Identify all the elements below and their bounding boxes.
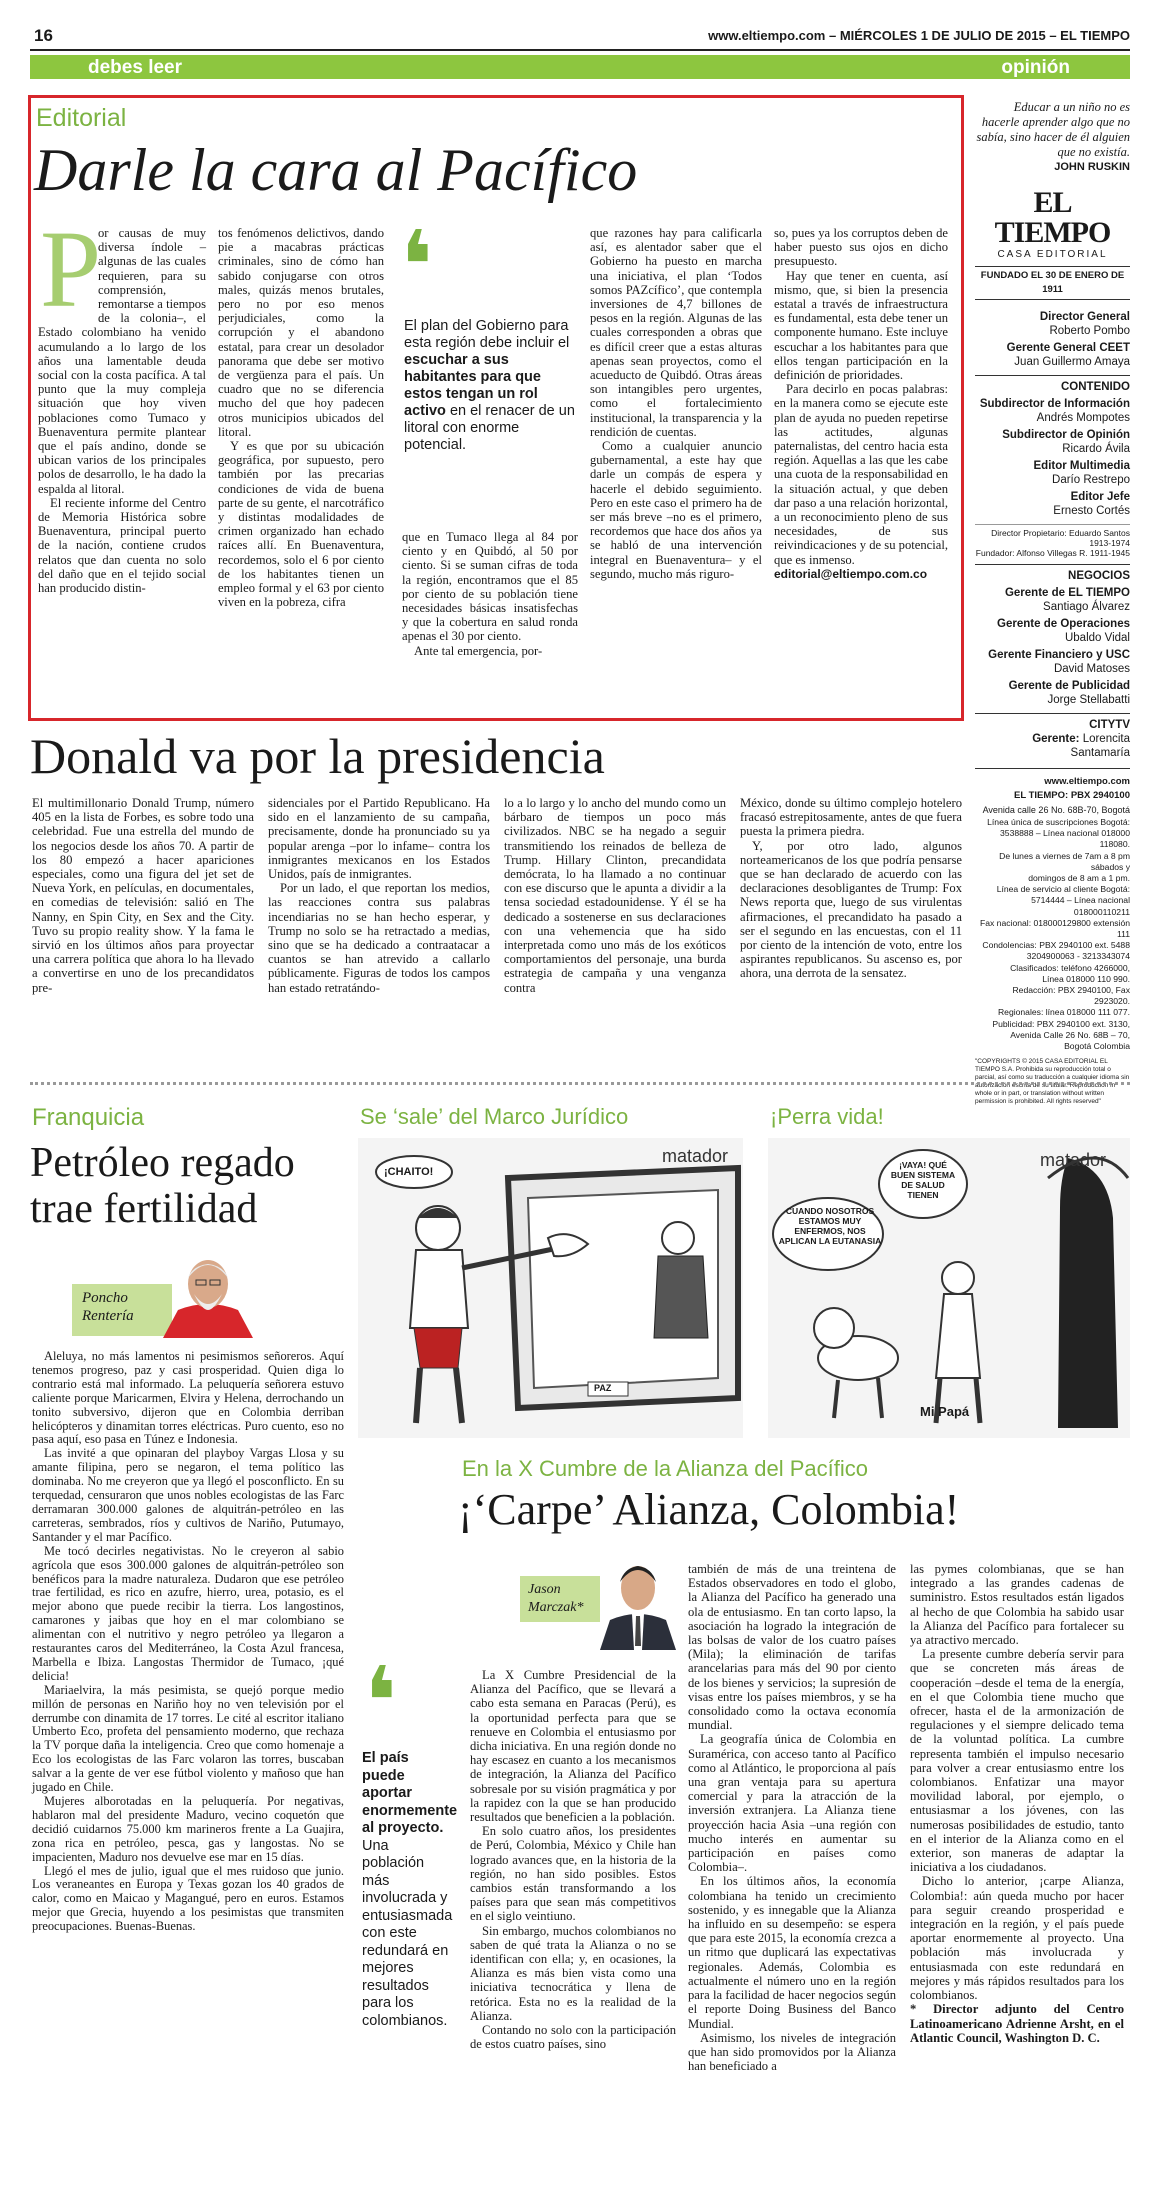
contact-line: Condolencias: PBX 2940100 ext. 5488	[982, 940, 1130, 951]
alianza-pullquote: El país puede aportar enormemente al proyecto. Una población más involucrada y entusiasmada con este redundará en mejores resultados para los colombianos.	[362, 1750, 458, 2029]
section-bar	[30, 55, 1130, 79]
cartoon1-signature: matador	[662, 1146, 729, 1166]
contact-address: Avenida calle 26 No. 68B-70, Bogotá	[982, 805, 1130, 815]
cartoon2-bubble-woman: CUANDO NOSOTROS ESTAMOS MUY ENFERMOS, NOS APLICAN LA EUTANASIA	[778, 1206, 882, 1246]
contact-line: Redacción: PBX 2940100, Fax 2923020.	[1012, 985, 1130, 1007]
contenido-role: Editor Jefe	[1070, 491, 1130, 503]
alianza-title: ¡‘Carpe’ Alianza, Colombia!	[458, 1485, 960, 1534]
contact-pbx: EL TIEMPO: PBX 2940100	[1014, 790, 1130, 801]
citytv-line: Gerente: Lorencita Santamaría	[1032, 733, 1130, 759]
contenido-title: CONTENIDO	[975, 375, 1130, 394]
alianza-author-photo	[596, 1550, 680, 1650]
masthead-logo-sub: CASA EDITORIAL	[997, 249, 1108, 260]
contenido-name: Andrés Mompotes	[1036, 412, 1130, 424]
alianza-col-2: también de más de una treintena de Estados observadores en todo el globo, la Alianza del Pacífico ha generado una ola de entusiasmo. En tan corto lapso, la asociación ha logrado la integración de las bolsas de valor de los cuatro países (Mila); la eliminación de tarifas arancelarias para más del 90 por ciento de los bienes y servicios; la supresión de visas entre los países miembros, y se ha consolidado como la octava economía mundial. La geografía única de Colombia en Suramérica, con acceso tanto al Pacífico como al Atlántico, le proporciona al país una gran ventaja para su apertura comercial y para la atracción de la inversión extranjera. La Alianza tiene proyección hacia Asia –una región con mucho interés en aumentar su participación en países como Colombia–. En los últimos años, la economía colombiana ha tenido un crecimiento sostenido, y es innegable que la Alianza ha influido en su desempeño: se espera que para este 2015, la economía crezca a un ritmo que duplicará las expectativas regionales. Además, Colombia es actualmente el número uno en la región para la facilidad de hacer negocios según el reporte Doing Business del Banco Mundial. Asimismo, los niveles de integración que han sido promovidos por la Alianza han beneficiado a	[688, 1562, 896, 2074]
owners-line-1: Director Propietario: Eduardo Santos 1913-1974	[975, 524, 1130, 548]
cartoon2-bubble-man: ¡VAYA! QUÉ BUEN SISTEMA DE SALUD TIENEN	[890, 1160, 956, 1200]
franquicia-body: Aleluya, no más lamentos ni pesimismos señoreros. Aquí tenemos progreso, paz y casi prosperidad. Quien diga lo contrario está mal informado. La peluquería señorera estuvo caliente porque Maricarmen, Elvira y Helena, derrochando un tonito subversivo, dijeron que en Colombia derriban helicópteros y dinamitan torres eléctricas. Puro cuento, eso no pasa aquí, eso pasa en Túnez e Indonesia. Las invité a que opinaran del playboy Vargas Llosa y su amante filipina, pero se negaron, el tema político las dominaba. No me creyeron que ya llegó el posconflicto. En su terquedad, censuraron que unos nobles ecologistas de las Farc derramaran 300.000 galones de alquitrán-petróleo en las carreteras, sembrados, ríos y cultivos de Nariño, Putumayo, Santander y el mar Pacífico. Me tocó decirles negativistas. No le creyeron al sabio agrícola que esos 300.000 galones de alquitrán-petróleo son benéficos para la madre naturaleza. Dudaron que ese petróleo trae fertilidad, es rico en azufre, hierro, urea, potasio, es el mejor abono que puede recibir la tierra. Los langostinos, camarones y jaibas que hoy en el mar colombiano se alimentan con el nutritivo y negro petróleo ya llegaron a restaurantes caros del Mediterráneo, la Costa Azul francesa, Marbella e Ibiza. Langostas Thermidor de Tumaco, ¡qué delicia! Mariaelvira, la más pesimista, se quejó porque medio millón de personas en Nariño hoy no ven televisión por el derrumbe con dinamita de 17 torres. Le cité al escritor italiano Umberto Eco, profeta del pensamiento moderno, que rechaza la TV porque daña la inteligencia. Creo que como homenaje a Eco los ecologistas de las Farc volaron las torres, buscaban salvar a la gente de ver ese fútbol violento y mañoso que han jugado en Chile. Mujeres alborotadas en la peluquería. Por negativas, hablaron mal del presidente Maduro, vecino coquetón que decidió cuidarnos 75.000 km marineros frente a La Guajira, zona rica en petróleo, pesca, gas y langostas. No se impacienten, Maduro nos devuelve ese mar en 15 días. Llegó el mes de julio, igual que el mes ruidoso que junio. Los veraneantes en Europa y Texas gozan los 40 grados de calor, como en Maicao y Magangué, pero en euros. Estamos mejor que Grecia, huyendo a los pesimistas que transmiten preocupaciones. Buenas-Buenas.	[32, 1349, 344, 1934]
cartoon1-kicker: Se ‘sale’ del Marco Jurídico	[360, 1104, 629, 1129]
donald-col-2: sidenciales por el Partido Republicano. Ha sido en el lanzamiento de su campaña, precisamente, donde ha pronunciado su ya popular arenga –por lo infame– contra los inmigrantes mexicanos en los Estados Unidos, país de inmigrantes. Por un lado, el que reportan los medios, las reacciones contra sus palabras incendiarias no se han hecho esperar, y Trump no solo se ha retractado a medias, sino que se ha dedicado a contraatacar a cuantos se han atrevido a callarlo públicamente. Figuras de todos los campos han estado retratándo-	[268, 796, 490, 995]
editorial-kicker: Editorial	[36, 104, 127, 132]
contact-line: Fax nacional: 018000129800 extensión 111	[979, 917, 1130, 940]
section-divider	[30, 1082, 1130, 1085]
copyright: "COPYRIGHTS © 2015 CASA EDITORIAL EL TIEMPO S.A. Prohibida su reproducción total o parcial, así como su traducción a cualquier idioma sin autorización escrita de su titular. Reproduction in whole or in part, or translation without written permission is prohibited. All rights reserved"	[975, 1058, 1130, 1106]
cartoon2-signature: matador	[1040, 1150, 1107, 1170]
quote-icon: ❛	[400, 213, 434, 320]
editorial-col-4: que razones hay para calificarla así, es alentador saber que el Gobierno ha puesto en marcha una iniciativa, el plan ‘Todos somos PAZcífico’, que contempla inversiones de 4,7 billones de pesos en la región. Algunas de las cuales corresponden a obras que es difícil creer que a estas alturas apenas sean proyectos, como el acueducto de Quibdó. Otras áreas son intangibles pero urgentes, como el fortalecimiento institucional, la transparencia y la rendición de cuentas. Como a cualquier anuncio gubernamental, a este hay que darle un compás de espera y hacerle el debido seguimiento. Pero en este caso el primero ha de ser más breve –no es el primero, recordemos que hace dos años ya se habló de una intervención integral en Buenaventura– y el segundo, mucho más riguro-	[590, 226, 762, 581]
negocios-role: Gerente de Operaciones	[997, 618, 1130, 630]
franquicia-author-first: Poncho	[82, 1290, 128, 1306]
alianza-author-first: Jason	[528, 1582, 561, 1597]
contact-line: 3204900063 - 3213343074	[1026, 951, 1130, 962]
contenido-role: Editor Multimedia	[1033, 460, 1130, 472]
negocios-name: Ubaldo Vidal	[1064, 632, 1130, 644]
contact-line: Avenida Calle 26 No. 68B – 70,	[1010, 1029, 1130, 1040]
alianza-author-last: Marczak*	[528, 1600, 584, 1615]
masthead-quote-author: JOHN RUSKIN	[1054, 161, 1130, 173]
masthead-founded: FUNDADO EL 30 DE ENERO DE 1911	[975, 266, 1130, 300]
negocios-title: NEGOCIOS	[975, 564, 1130, 583]
site-date: www.eltiempo.com – MIÉRCOLES 1 DE JULIO DE 2015 – EL TIEMPO	[708, 28, 1130, 43]
contenido-role: Subdirector de Opinión	[1002, 429, 1130, 441]
staff-name: Juan Guillermo Amaya	[1014, 356, 1130, 368]
contact-line: 3538888 – Línea nacional 018000 118080.	[1000, 828, 1130, 850]
donald-col-3: lo a lo largo y lo ancho del mundo como un bárbaro de tiempos un poco más civilizados. NBC se ha negado a seguir transmitiendo los reinados de belleza de Trump. Hillary Clinton, precandidata demócrata, lo ha llamado a no continuar con ese discurso que le apunta a dividir a la tensa sociedad estadounidense. Y él se ha dedicado a sostenerse en sus declaraciones con una vehemencia que ha sido interpretada como uno más de los exóticos comportamientos del personaje, una burda estrategia de campaña y una venganza contra	[504, 796, 726, 995]
contact-line: Regionales: línea 018000 111 077.	[997, 1007, 1130, 1018]
alianza-col-1: La X Cumbre Presidencial de la Alianza del Pacífico, que se llevará a cabo esta semana en Paracas (Perú), es la oportunidad perfecta para que se renueve en Colombia el entusiasmo por dicha iniciativa. En una región donde no hay escasez en cuanto a los mecanismos de integración, la Alianza del Pacífico sobresale por su visión pragmática y por la rapidez con la que se han producido resultados que beneficien a la población. En solo cuatro años, los presidentes de Perú, Colombia, México y Chile han logrado avances que, en la historia de la región, no han sido posibles. Estos cambios están transformando a los países para que sean más competitivos en el siglo veintiuno. Sin embargo, muchos colombianos no saben de qué trata la Alianza o no se identifican con ella; y, en ocasiones, la Alianza es más bien vista como una iniciativa tecnocrática y llena de retórica. Esta no es la realidad de la Alianza. Contando no solo con la participación de estos cuatro países, sino	[470, 1668, 676, 2052]
alianza-footnote: * Director adjunto del Centro Latinoamericano Adrienne Arsht, en el Atlantic Council, Washington D. C.	[910, 2002, 1124, 2045]
negocios-role: Gerente Financiero y USC	[988, 649, 1130, 661]
editorial-pullquote: El plan del Gobierno para esta región debe incluir el escuchar a sus habitantes para que estos tengan un rol activo en el renacer de un litoral con enorme potencial.	[404, 318, 575, 453]
owners-line-2: Fundador: Alfonso Villegas R. 1911-1945	[975, 548, 1130, 558]
page-number: 16	[34, 26, 53, 45]
editorial-email[interactable]: editorial@eltiempo.com.co	[774, 566, 928, 581]
contact-web[interactable]: www.eltiempo.com	[975, 768, 1130, 789]
cartoon2-kicker: ¡Perra vida!	[770, 1104, 884, 1129]
donald-title: Donald va por la presidencia	[30, 728, 605, 784]
contact-line: De lunes a viernes de 7am a 8 pm sábados y	[999, 850, 1130, 872]
staff-role: Gerente General CEET	[1006, 342, 1130, 354]
donald-col-1: El multimillonario Donald Trump, número 405 en la lista de Forbes, es sobre todo una celebridad. Fue una estrella del mundo de los negocios desde los años 70. A partir de los 80 empezó a hacer apariciones especiales, como una figura del jet set de Nueva York, en películas, en documentales, en comedias de televisión: salió en The Nanny, en Spin City, en Sex and the City. Tuvo su propio reality show. Y la fama le sirvió en los últimos años para proyectar una carrera política que ahora lo ha llevado a convertirse en uno de los precandidatos pre-	[32, 796, 254, 995]
franquicia-author-box	[72, 1248, 262, 1338]
citytv-title: CITYTV	[975, 713, 1130, 732]
masthead-staff	[975, 310, 1130, 369]
author-photo	[158, 1248, 258, 1338]
header-rule	[30, 49, 1130, 51]
editorial-col-3: que en Tumaco llega al 84 por ciento y en Quibdó, al 50 por ciento. Si se suman cifras de toda la región, encontramos que el 85 por ciento de su población tiene necesidades básicas insatisfechas y que la cobertura en salud ronda apenas el 30 por ciento. Ante tal emergencia, por-	[402, 530, 578, 658]
masthead-logo: EL TIEMPO	[994, 186, 1111, 249]
editorial-col-5: so, pues ya los corruptos deben de haber puesto sus ojos en dicho presupuesto. Hay que tener en cuenta, así mismo, que, si bien la presencia estatal a través de infraestructura es fundamental, esta debe tener un componente humano. Este incluye escuchar a los habitantes para que ellos tengan participación en la definición de prioridades. Para decirlo en pocas palabras: en la manera como se ejecute este plan de ayuda no pueden repetirse las actitudes, algunas paternalistas, del centro hacia esta región. Aquellas a las que les cabe una cuota de la responsabilidad en la situación actual, y que deben dar paso a una relación horizontal, a un reconocimiento pleno de sus necesidades, de sus reivindicaciones y de su potencial, que es inmenso. editorial@eltiempo.com.co	[774, 226, 948, 581]
contenido-role: Subdirector de Información	[979, 398, 1130, 410]
contact-line: Publicidad: PBX 2940100 ext. 3130,	[992, 1018, 1130, 1029]
alianza-col-3: las pymes colombianas, que se han integrado a las grandes cadenas de suministro. Estos resultados están ligados al hecho de que Colombia ha sabido usar la Alianza del Pacífico para fortalecer su ya atractivo mercado. La presente cumbre debería servir para que se concreten más áreas de cooperación –desde el tema de la energía, en el que Colombia tiene mucho que ofrecer, hasta el de la armonización de regulaciones y el siempre delicado tema de la voluntad política. La cumbre representa también el impulso necesario para volver a crear entusiasmo entre los colombianos. Enfatizar una mayor movilidad laboral, por ejemplo, o entusiasmar a los jóvenes, con las numerosas posibilidades de estudio, tanto en el interior de la Alianza como en el exterior, son maneras de adaptar la iniciativa a los ciudadanos. Dicho lo anterior, ¡carpe Alianza, Colombia!: aún queda mucho por hacer para seguir creando prosperidad e integración en la región, y el país puede aportar enormemente al proyecto. Una población más involucrada y entusiasmada con este redundará en mejores y más rápidos resultados para los colombianos. * Director adjunto del Centro Latinoamericano Adrienne Arsht, en el Atlantic Council, Washington D. C.	[910, 1562, 1124, 2045]
franquicia-author-last: Rentería	[82, 1308, 134, 1324]
contact-lines	[975, 817, 1130, 1052]
contact-line: Línea única de suscripciones Bogotá:	[987, 817, 1130, 827]
contact-line: Clasificados: teléfono 4266000,	[1010, 962, 1130, 973]
donald-col-4: México, donde su último complejo hotelero fracasó estrepitosamente, antes de que fuera puesta la primera piedra. Y, por otro lado, algunos norteamericanos de los que podría pensarse que se han declarado de acuerdo con las declaraciones desobligantes de Trump: Fox News reporta que, luego de sus virulentas afirmaciones, el precandidato ha pasado a ser el segundo en las encuestas, con el 11 por ciento de la intención de voto, entre los aspirantes republicanos. Su ascenso es, por ahora, una derrota de la sensatez.	[740, 796, 962, 981]
editorial-col-1: or causas de muy diversa índole –algunas de las cuales requieren, para su comprensión, remontarse a tiempos de la colonia–, el Estado colombiano ha venido acumulando a lo largo de los años una lamentable deuda social con la costa pacífica. A tal punto que la muy compleja situación que hoy viven poblaciones como Tumaco y Buenaventura permite plantear que el país andino, donde se ubican varios de los principales polos de desarrollo, le ha dado la espalda al litoral. El reciente informe del Centro de Memoria Histórica sobre Buenaventura, principal puerto de la nación, contiene crudos relatos que dan cuenta no solo del daño que en el tejido social han producido distin-	[38, 226, 206, 596]
masthead-negocios	[975, 586, 1130, 707]
masthead	[975, 100, 1130, 1106]
cartoon1-frame-label: PAZ	[594, 1383, 612, 1393]
cartoon1-bubble: ¡CHAITO!	[384, 1166, 434, 1178]
negocios-name: Santiago Álvarez	[1043, 601, 1130, 613]
franquicia-title: Petróleo regado trae fertilidad	[30, 1140, 295, 1232]
contenido-name: Ricardo Ávila	[1062, 443, 1130, 455]
editorial-title: Darle la cara al Pacífico	[34, 137, 638, 203]
section-right: opinión	[1001, 57, 1070, 78]
contact-line: Línea de servicio al cliente Bogotá:	[996, 884, 1130, 895]
staff-role: Director General	[1039, 311, 1130, 323]
editorial-col-2: tos fenómenos delictivos, dando pie a macabras prácticas criminales, sino de cómo han sabido conjugarse con otros males, quizás menos brutales, pero no por eso menos perjudiciales, como la corrupción y el abandono estatal, para crear un desolador panorama que debe ser motivo de vergüenza para el país. Un cuadro que no se diferencia mucho del que hoy padecen otros municipios ubicados del litoral. Y es que por su ubicación geográfica, por supuesto, pero también por las precarias condiciones de vida de buena parte de su gente, el narcotráfico y distintas modalidades de crimen organizado han echado raíces allí. En Buenaventura, recordemos, solo el 6 por ciento de los habitantes tienen un empleo formal y el 63 por ciento viven en la pobreza, cifra	[218, 226, 384, 610]
franquicia-kicker: Franquicia	[32, 1104, 145, 1131]
masthead-contenido	[975, 397, 1130, 518]
section-left: debes leer	[88, 57, 182, 78]
staff-name: Roberto Pombo	[1049, 325, 1130, 337]
contenido-name: Ernesto Cortés	[1053, 505, 1130, 517]
contenido-name: Darío Restrepo	[1052, 474, 1130, 486]
alianza-author-box	[520, 1550, 680, 1650]
contact-line: 5714444 – Línea nacional 018000110211	[1031, 895, 1130, 917]
negocios-role: Gerente de EL TIEMPO	[1004, 587, 1130, 599]
masthead-quote: Educar a un niño no es hacerle aprender algo que no sabía, sino hacer de él alguien que no existía.	[976, 100, 1130, 159]
contact-line: Línea 018000 110 990.	[1042, 973, 1130, 984]
alianza-kicker: En la X Cumbre de la Alianza del Pacífico	[462, 1456, 869, 1481]
contact-line: domingos de 8 am a 1 pm.	[1028, 873, 1130, 884]
drop-cap: P	[40, 208, 102, 330]
negocios-name: David Matoses	[1053, 663, 1130, 675]
negocios-role: Gerente de Publicidad	[1008, 680, 1130, 692]
cartoon2-caption: Mi Papá	[920, 1404, 970, 1419]
negocios-name: Jorge Stellabatti	[1047, 694, 1130, 706]
cartoon1-illustration	[358, 1138, 743, 1438]
alianza-quote-icon: ❛	[364, 1649, 398, 1756]
contact-line: Bogotá Colombia	[1064, 1041, 1130, 1052]
